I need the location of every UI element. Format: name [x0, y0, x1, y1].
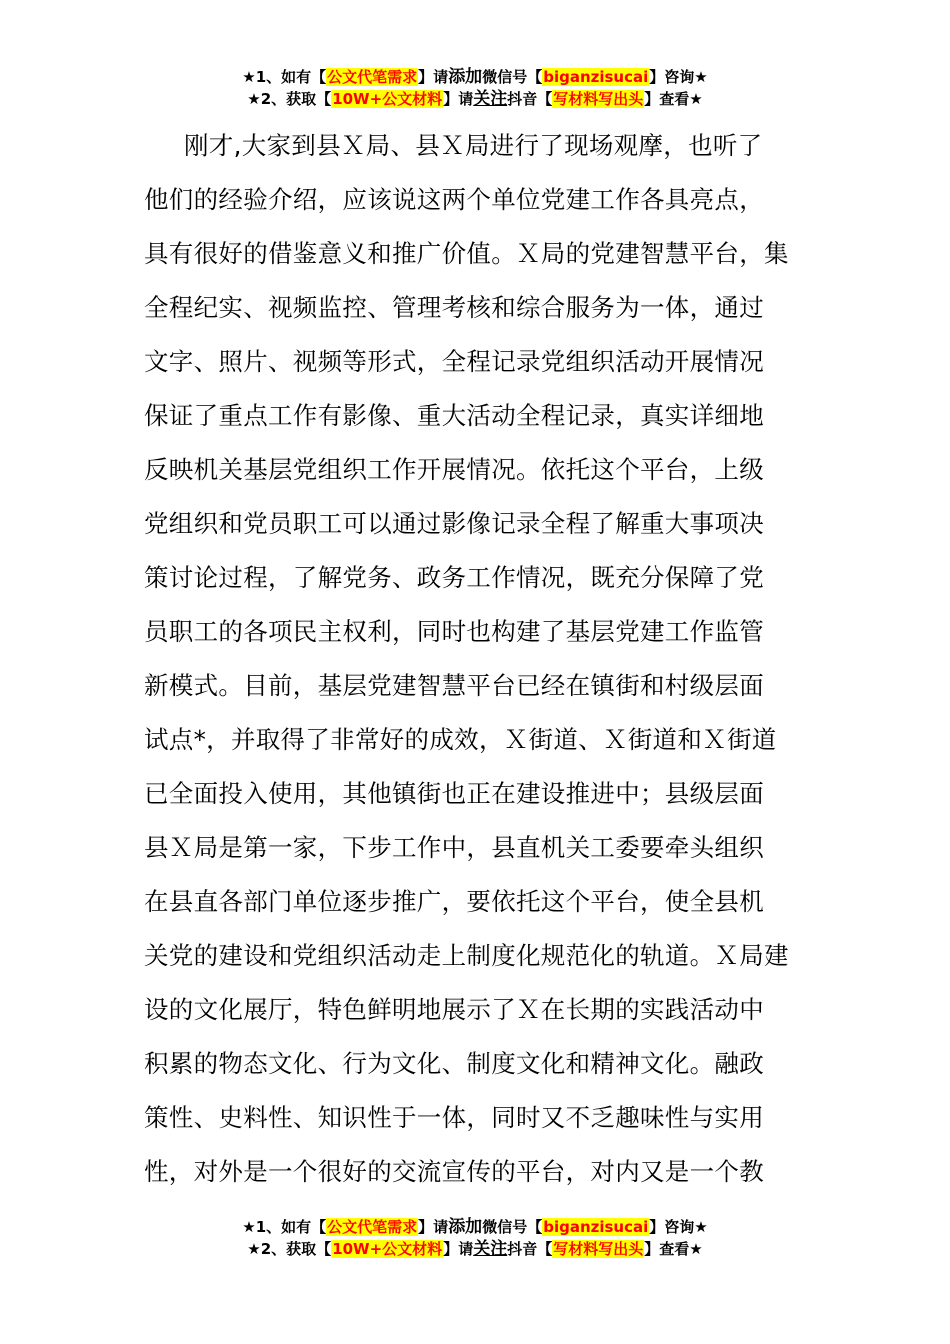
notice-highlight: 公文代笔需求: [327, 1218, 418, 1236]
notice-emphasis: 关注: [473, 89, 508, 109]
notice-line-1: [0, 66, 950, 88]
notice-line-2: [0, 88, 950, 110]
notice-text: ★1、如有【: [242, 1218, 327, 1236]
notice-text: 】咨询★: [649, 1218, 708, 1236]
footer-notice: [0, 1216, 950, 1260]
notice-text: 】请: [418, 1218, 449, 1236]
paragraph-line: 策讨论过程，了解党务、政务工作情况，既充分保障了党: [144, 563, 764, 592]
paragraph-line: 积累的物态文化、行为文化、制度文化和精神文化。融政: [144, 1049, 764, 1078]
notice-highlight: 10W+公文材料: [332, 1240, 443, 1258]
notice-wechat-id: biganzisucai: [543, 68, 649, 86]
paragraph-line: 刚才,大家到县Ｘ局、县Ｘ局进行了现场观摩，也听了: [184, 131, 763, 160]
paragraph-line: 性，对外是一个很好的交流宣传的平台，对内又是一个教: [144, 1157, 764, 1186]
notice-text: ★2、获取【: [247, 90, 332, 108]
paragraph-line: 他们的经验介绍，应该说这两个单位党建工作各具亮点，: [144, 185, 764, 214]
notice-text: 】咨询★: [649, 68, 708, 86]
notice-text: 抖音【: [507, 90, 553, 108]
notice-text: 抖音【: [507, 1240, 553, 1258]
article-body: [144, 119, 806, 1199]
paragraph-line: 关党的建设和党组织活动走上制度化规范化的轨道。Ｘ局建: [144, 941, 789, 970]
notice-emphasis: 添加: [448, 67, 483, 87]
notice-line-2: [0, 1238, 950, 1260]
paragraph-line: 在县直各部门单位逐步推广，要依托这个平台，使全县机: [144, 887, 764, 916]
paragraph-line: 员职工的各项民主权利，同时也构建了基层党建工作监管: [144, 617, 764, 646]
paragraph-line: 反映机关基层党组织工作开展情况。依托这个平台，上级: [144, 455, 764, 484]
paragraph-line: 党组织和党员职工可以通过影像记录全程了解重大事项决: [144, 509, 764, 538]
notice-wechat-id: biganzisucai: [543, 1218, 649, 1236]
notice-highlight: 写材料写出头: [553, 1240, 644, 1258]
notice-text: ★1、如有【: [242, 68, 327, 86]
notice-line-1: [0, 1216, 950, 1238]
notice-text: 】请: [443, 90, 474, 108]
notice-highlight: 10W+公文材料: [332, 90, 443, 108]
notice-text: ★2、获取【: [247, 1240, 332, 1258]
notice-highlight: 公文代笔需求: [327, 68, 418, 86]
notice-emphasis: 关注: [473, 1239, 508, 1259]
notice-text: 】请: [418, 68, 449, 86]
paragraph-line: 策性、史料性、知识性于一体，同时又不乏趣味性与实用: [144, 1103, 764, 1132]
paragraph-line: 文字、照片、视频等形式，全程记录党组织活动开展情况: [144, 347, 764, 376]
paragraph-line: 具有很好的借鉴意义和推广价值。Ｘ局的党建智慧平台，集: [144, 239, 789, 268]
paragraph-line: 新模式。目前，基层党建智慧平台已经在镇街和村级层面: [144, 671, 764, 700]
paragraph-line: 已全面投入使用，其他镇街也正在建设推进中；县级层面: [144, 779, 764, 808]
paragraph-line: 县Ｘ局是第一家，下步工作中，县直机关工委要牵头组织: [144, 833, 764, 862]
notice-text: 】查看★: [644, 1240, 703, 1258]
paragraph-line: 设的文化展厅，特色鲜明地展示了Ｘ在长期的实践活动中: [144, 995, 764, 1024]
paragraph-line: 保证了重点工作有影像、重大活动全程记录，真实详细地: [144, 401, 764, 430]
notice-emphasis: 添加: [448, 1217, 483, 1237]
notice-text: 微信号【: [482, 1218, 543, 1236]
notice-highlight: 写材料写出头: [553, 90, 644, 108]
paragraph-line: 试点*，并取得了非常好的成效，Ｘ街道、Ｘ街道和Ｘ街道: [144, 725, 777, 754]
paragraph-line: 全程纪实、视频监控、管理考核和综合服务为一体，通过: [144, 293, 764, 322]
notice-text: 微信号【: [482, 68, 543, 86]
header-notice: [0, 66, 950, 110]
notice-text: 】请: [443, 1240, 474, 1258]
notice-text: 】查看★: [644, 90, 703, 108]
